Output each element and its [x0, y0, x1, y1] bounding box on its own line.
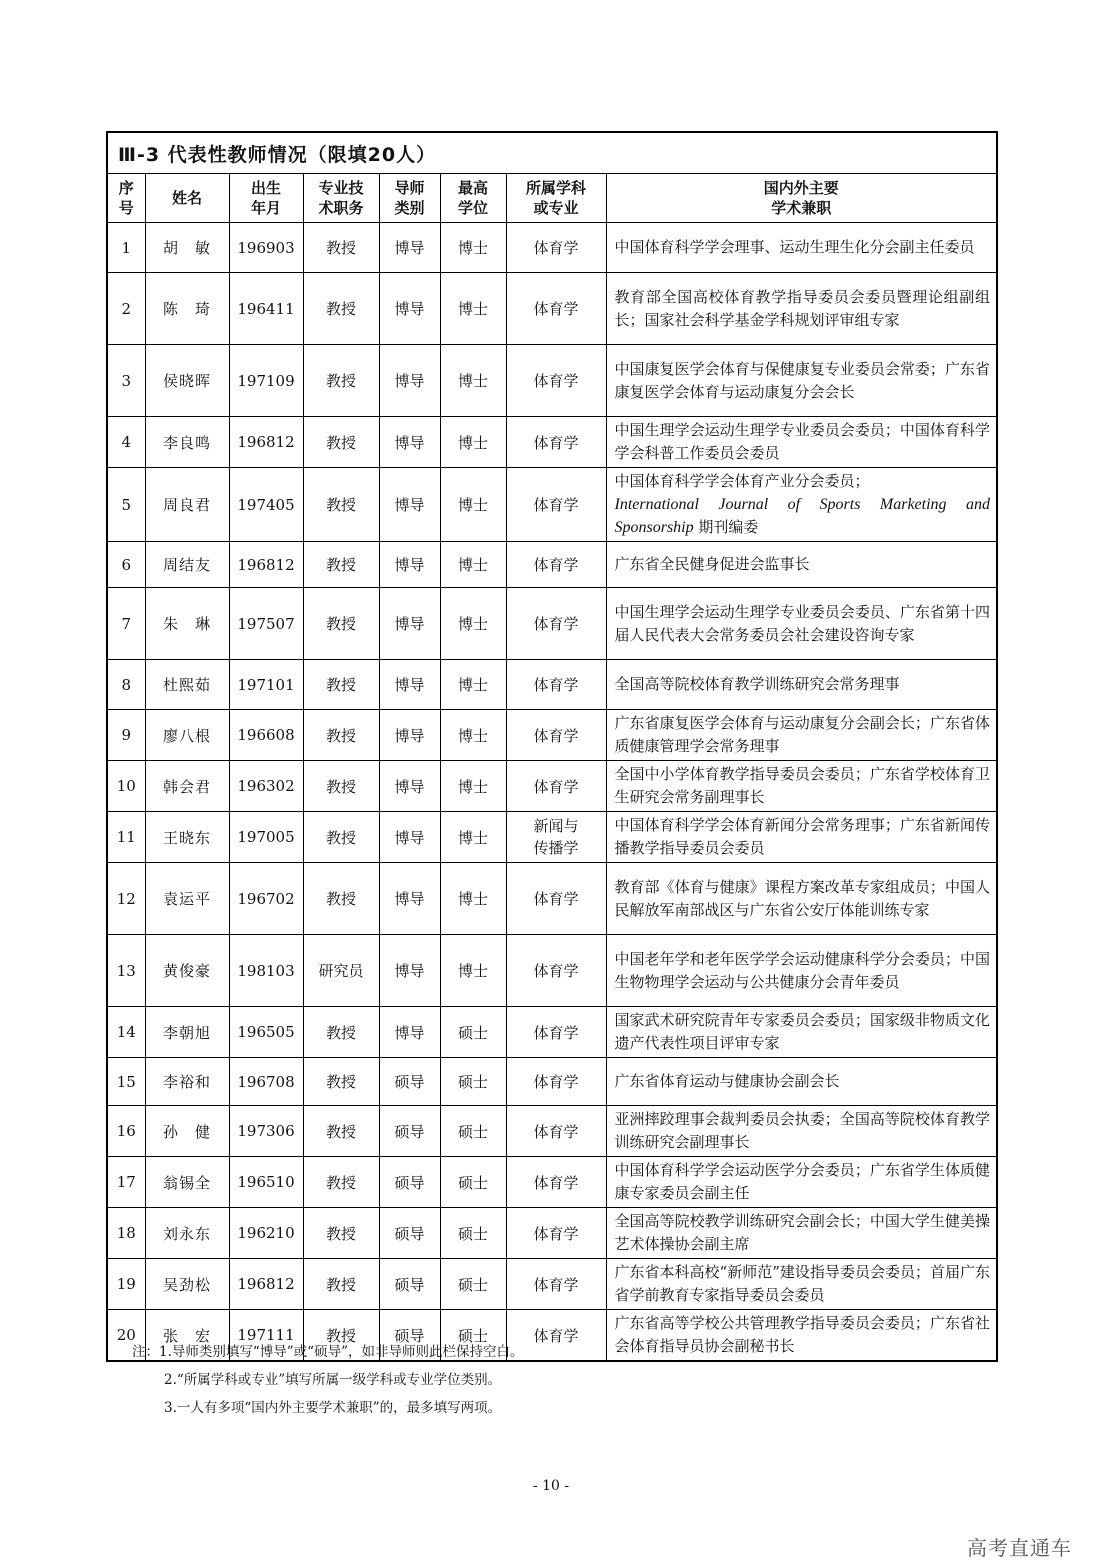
cell-seq: 19 [107, 1259, 145, 1310]
table-row [107, 863, 997, 935]
cell-discipline: 体育学 [506, 223, 606, 273]
header-degree: 最高 学位 [440, 174, 506, 223]
cell-duties: 全国中小学体育教学指导委员会委员；广东省学校体育卫生研究会常务副理事长 [606, 761, 997, 812]
header-advisor: 导师 类别 [379, 174, 440, 223]
cell-name: 陈 琦 [145, 273, 229, 345]
cell-duties: 全国高等院校体育教学训练研究会常务理事 [606, 660, 997, 710]
cell-seq: 10 [107, 761, 145, 812]
header-title: 专业技 术职务 [303, 174, 379, 223]
cell-discipline: 体育学 [506, 1106, 606, 1157]
cell-discipline: 体育学 [506, 588, 606, 660]
cell-duties: 中国体育科学学会运动医学分会委员；广东省学生体质健康专家委员会副主任 [606, 1157, 997, 1208]
cell-seq: 20 [107, 1310, 145, 1362]
cell-birth: 196812 [229, 417, 303, 468]
header-duties: 国内外主要 学术兼职 [606, 174, 997, 223]
table-row [107, 1157, 997, 1208]
cell-advisor: 博导 [379, 710, 440, 761]
cell-degree: 博士 [440, 761, 506, 812]
cell-name: 袁运平 [145, 863, 229, 935]
cell-duties: 教育部全国高校体育教学指导委员会委员暨理论组副组长；国家社会科学基金学科规划评审组专家 [606, 273, 997, 345]
cell-duties: 教育部《体育与健康》课程方案改革专家组成员；中国人民解放军南部战区与广东省公安厅体能训练专家 [606, 863, 997, 935]
cell-birth: 198103 [229, 935, 303, 1007]
cell-duties: 中国体育科学学会体育产业分会委员； International Journal of Sports Marketing and Sponsorship 期刊编委 [606, 468, 997, 542]
cell-degree: 博士 [440, 935, 506, 1007]
cell-seq: 17 [107, 1157, 145, 1208]
cell-title: 教授 [303, 1058, 379, 1106]
cell-degree: 硕士 [440, 1310, 506, 1362]
table-row [107, 1007, 997, 1058]
header-row [107, 174, 997, 223]
cell-degree: 硕士 [440, 1259, 506, 1310]
cell-advisor: 博导 [379, 1007, 440, 1058]
cell-seq: 14 [107, 1007, 145, 1058]
cell-degree: 博士 [440, 660, 506, 710]
cell-duties: 亚洲摔跤理事会裁判委员会执委；全国高等院校体育教学训练研究会副理事长 [606, 1106, 997, 1157]
cell-birth: 197111 [229, 1310, 303, 1362]
cell-title: 教授 [303, 417, 379, 468]
cell-birth: 196210 [229, 1208, 303, 1259]
cell-advisor: 博导 [379, 223, 440, 273]
cell-name: 李裕和 [145, 1058, 229, 1106]
cell-duties: 广东省体育运动与健康协会副会长 [606, 1058, 997, 1106]
cell-duties: 中国老年学和老年医学学会运动健康科学分会委员；中国生物物理学会运动与公共健康分会青年委员 [606, 935, 997, 1007]
cell-seq: 4 [107, 417, 145, 468]
cell-name: 廖八根 [145, 710, 229, 761]
cell-title: 教授 [303, 1007, 379, 1058]
cell-advisor: 博导 [379, 660, 440, 710]
cell-title: 教授 [303, 223, 379, 273]
cell-title: 研究员 [303, 935, 379, 1007]
table-row [107, 273, 997, 345]
cell-name: 黄俊豪 [145, 935, 229, 1007]
cell-discipline: 体育学 [506, 660, 606, 710]
cell-seq: 11 [107, 812, 145, 863]
cell-degree: 博士 [440, 710, 506, 761]
cell-name: 孙 健 [145, 1106, 229, 1157]
cell-advisor: 硕导 [379, 1259, 440, 1310]
cell-title: 教授 [303, 588, 379, 660]
cell-discipline: 体育学 [506, 417, 606, 468]
cell-discipline: 体育学 [506, 1058, 606, 1106]
table-row [107, 1106, 997, 1157]
cell-seq: 1 [107, 223, 145, 273]
teacher-table-container [106, 131, 996, 1362]
table-row [107, 935, 997, 1007]
cell-name: 侯晓晖 [145, 345, 229, 417]
section-title: Ⅲ-3 代表性教师情况（限填20人） [107, 132, 997, 174]
cell-birth: 196708 [229, 1058, 303, 1106]
cell-duties: 中国体育科学学会体育新闻分会常务理事；广东省新闻传播教学指导委员会委员 [606, 812, 997, 863]
note-1: 注：1.导师类别填写“博导”或“硕导”，如非导师则此栏保持空白。 [132, 1344, 524, 1360]
cell-degree: 硕士 [440, 1157, 506, 1208]
header-seq: 序 号 [107, 174, 145, 223]
representative-teachers-table [106, 131, 998, 1362]
notes [132, 1338, 524, 1422]
table-row [107, 542, 997, 588]
table-row [107, 468, 997, 542]
watermark: 高考直通车 [967, 1536, 1072, 1560]
cell-birth: 196903 [229, 223, 303, 273]
cell-title: 教授 [303, 1157, 379, 1208]
cell-advisor: 博导 [379, 542, 440, 588]
cell-degree: 博士 [440, 812, 506, 863]
cell-birth: 196608 [229, 710, 303, 761]
header-name: 姓名 [145, 174, 229, 223]
cell-duties: 中国生理学会运动生理学专业委员会委员；中国体育科学学会科普工作委员会委员 [606, 417, 997, 468]
cell-name: 胡 敏 [145, 223, 229, 273]
cell-discipline: 体育学 [506, 468, 606, 542]
cell-discipline: 体育学 [506, 1007, 606, 1058]
cell-discipline: 体育学 [506, 1259, 606, 1310]
cell-degree: 博士 [440, 417, 506, 468]
cell-seq: 16 [107, 1106, 145, 1157]
cell-duties: 中国康复医学会体育与保健康复专业委员会常委；广东省康复医学会体育与运动康复分会会长 [606, 345, 997, 417]
cell-discipline: 体育学 [506, 1157, 606, 1208]
cell-advisor: 博导 [379, 273, 440, 345]
cell-discipline: 体育学 [506, 935, 606, 1007]
cell-degree: 博士 [440, 863, 506, 935]
cell-title: 教授 [303, 1208, 379, 1259]
cell-degree: 硕士 [440, 1007, 506, 1058]
cell-advisor: 硕导 [379, 1208, 440, 1259]
cell-duties: 广东省全民健身促进会监事长 [606, 542, 997, 588]
cell-birth: 196812 [229, 1259, 303, 1310]
cell-advisor: 博导 [379, 417, 440, 468]
cell-seq: 7 [107, 588, 145, 660]
cell-discipline: 体育学 [506, 345, 606, 417]
cell-advisor: 博导 [379, 935, 440, 1007]
cell-advisor: 博导 [379, 863, 440, 935]
cell-duties: 中国生理学会运动生理学专业委员会委员、广东省第十四届人民代表大会常务委员会社会建设咨询专家 [606, 588, 997, 660]
cell-degree: 博士 [440, 588, 506, 660]
cell-name: 张 宏 [145, 1310, 229, 1362]
cell-duties: 中国体育科学学会理事、运动生理生化分会副主任委员 [606, 223, 997, 273]
cell-name: 翁锡全 [145, 1157, 229, 1208]
cell-seq: 8 [107, 660, 145, 710]
cell-birth: 197109 [229, 345, 303, 417]
cell-degree: 博士 [440, 223, 506, 273]
table-row [107, 1058, 997, 1106]
cell-birth: 196702 [229, 863, 303, 935]
cell-name: 周结友 [145, 542, 229, 588]
table-row [107, 223, 997, 273]
cell-name: 周良君 [145, 468, 229, 542]
cell-title: 教授 [303, 273, 379, 345]
page-number: - 10 - [532, 1478, 570, 1494]
cell-name: 杜熙茹 [145, 660, 229, 710]
cell-title: 教授 [303, 468, 379, 542]
cell-degree: 博士 [440, 345, 506, 417]
cell-title: 教授 [303, 710, 379, 761]
cell-seq: 2 [107, 273, 145, 345]
cell-name: 李朝旭 [145, 1007, 229, 1058]
cell-discipline: 体育学 [506, 1310, 606, 1362]
cell-discipline: 体育学 [506, 761, 606, 812]
table-row [107, 812, 997, 863]
cell-name: 李良鸣 [145, 417, 229, 468]
cell-duties: 国家武术研究院青年专家委员会委员；国家级非物质文化遗产代表性项目评审专家 [606, 1007, 997, 1058]
table-body [107, 223, 997, 1362]
table-row [107, 345, 997, 417]
cell-birth: 197101 [229, 660, 303, 710]
cell-birth: 197005 [229, 812, 303, 863]
cell-duties: 广东省本科高校“新师范”建设指导委员会委员；首届广东省学前教育专家指导委员会委员 [606, 1259, 997, 1310]
cell-title: 教授 [303, 761, 379, 812]
cell-degree: 硕士 [440, 1106, 506, 1157]
table-row [107, 710, 997, 761]
table-row [107, 761, 997, 812]
cell-title: 教授 [303, 660, 379, 710]
cell-advisor: 硕导 [379, 1058, 440, 1106]
cell-title: 教授 [303, 345, 379, 417]
cell-seq: 3 [107, 345, 145, 417]
cell-name: 刘永东 [145, 1208, 229, 1259]
cell-seq: 6 [107, 542, 145, 588]
cell-degree: 博士 [440, 542, 506, 588]
cell-birth: 196411 [229, 273, 303, 345]
cell-advisor: 博导 [379, 812, 440, 863]
cell-discipline: 新闻与传播学 [506, 812, 606, 863]
cell-title: 教授 [303, 812, 379, 863]
cell-birth: 196812 [229, 542, 303, 588]
cell-advisor: 博导 [379, 761, 440, 812]
table-row [107, 1208, 997, 1259]
cell-seq: 18 [107, 1208, 145, 1259]
cell-advisor: 硕导 [379, 1157, 440, 1208]
cell-birth: 197405 [229, 468, 303, 542]
cell-birth: 196302 [229, 761, 303, 812]
cell-duties: 广东省康复医学会体育与运动康复分会副会长；广东省体质健康管理学会常务理事 [606, 710, 997, 761]
header-discipline: 所属学科 或专业 [506, 174, 606, 223]
cell-seq: 15 [107, 1058, 145, 1106]
cell-birth: 197306 [229, 1106, 303, 1157]
cell-seq: 13 [107, 935, 145, 1007]
cell-degree: 硕士 [440, 1208, 506, 1259]
cell-advisor: 博导 [379, 345, 440, 417]
cell-title: 教授 [303, 1310, 379, 1362]
cell-name: 王晓东 [145, 812, 229, 863]
note-3: 3.一人有多项“国内外主要学术兼职”的，最多填写两项。 [164, 1400, 502, 1416]
cell-title: 教授 [303, 542, 379, 588]
cell-birth: 196505 [229, 1007, 303, 1058]
note-2: 2.“所属学科或专业”填写所属一级学科或专业学位类别。 [164, 1372, 502, 1388]
cell-discipline: 体育学 [506, 1208, 606, 1259]
cell-advisor: 硕导 [379, 1310, 440, 1362]
cell-discipline: 体育学 [506, 710, 606, 761]
table-row [107, 417, 997, 468]
cell-discipline: 体育学 [506, 863, 606, 935]
cell-seq: 9 [107, 710, 145, 761]
cell-title: 教授 [303, 1259, 379, 1310]
cell-discipline: 体育学 [506, 542, 606, 588]
cell-degree: 博士 [440, 468, 506, 542]
table-row [107, 588, 997, 660]
cell-name: 吴劲松 [145, 1259, 229, 1310]
cell-title: 教授 [303, 1106, 379, 1157]
header-birth: 出生 年月 [229, 174, 303, 223]
cell-seq: 5 [107, 468, 145, 542]
cell-discipline: 体育学 [506, 273, 606, 345]
cell-degree: 博士 [440, 273, 506, 345]
cell-advisor: 硕导 [379, 1106, 440, 1157]
cell-name: 朱 琳 [145, 588, 229, 660]
cell-duties: 全国高等院校教学训练研究会副会长；中国大学生健美操艺术体操协会副主席 [606, 1208, 997, 1259]
cell-birth: 197507 [229, 588, 303, 660]
table-row [107, 1259, 997, 1310]
cell-seq: 12 [107, 863, 145, 935]
cell-advisor: 博导 [379, 468, 440, 542]
cell-duties: 广东省高等学校公共管理教学指导委员会委员；广东省社会体育指导员协会副秘书长 [606, 1310, 997, 1362]
cell-title: 教授 [303, 863, 379, 935]
cell-birth: 196510 [229, 1157, 303, 1208]
cell-name: 韩会君 [145, 761, 229, 812]
cell-degree: 硕士 [440, 1058, 506, 1106]
table-row [107, 660, 997, 710]
cell-advisor: 博导 [379, 588, 440, 660]
